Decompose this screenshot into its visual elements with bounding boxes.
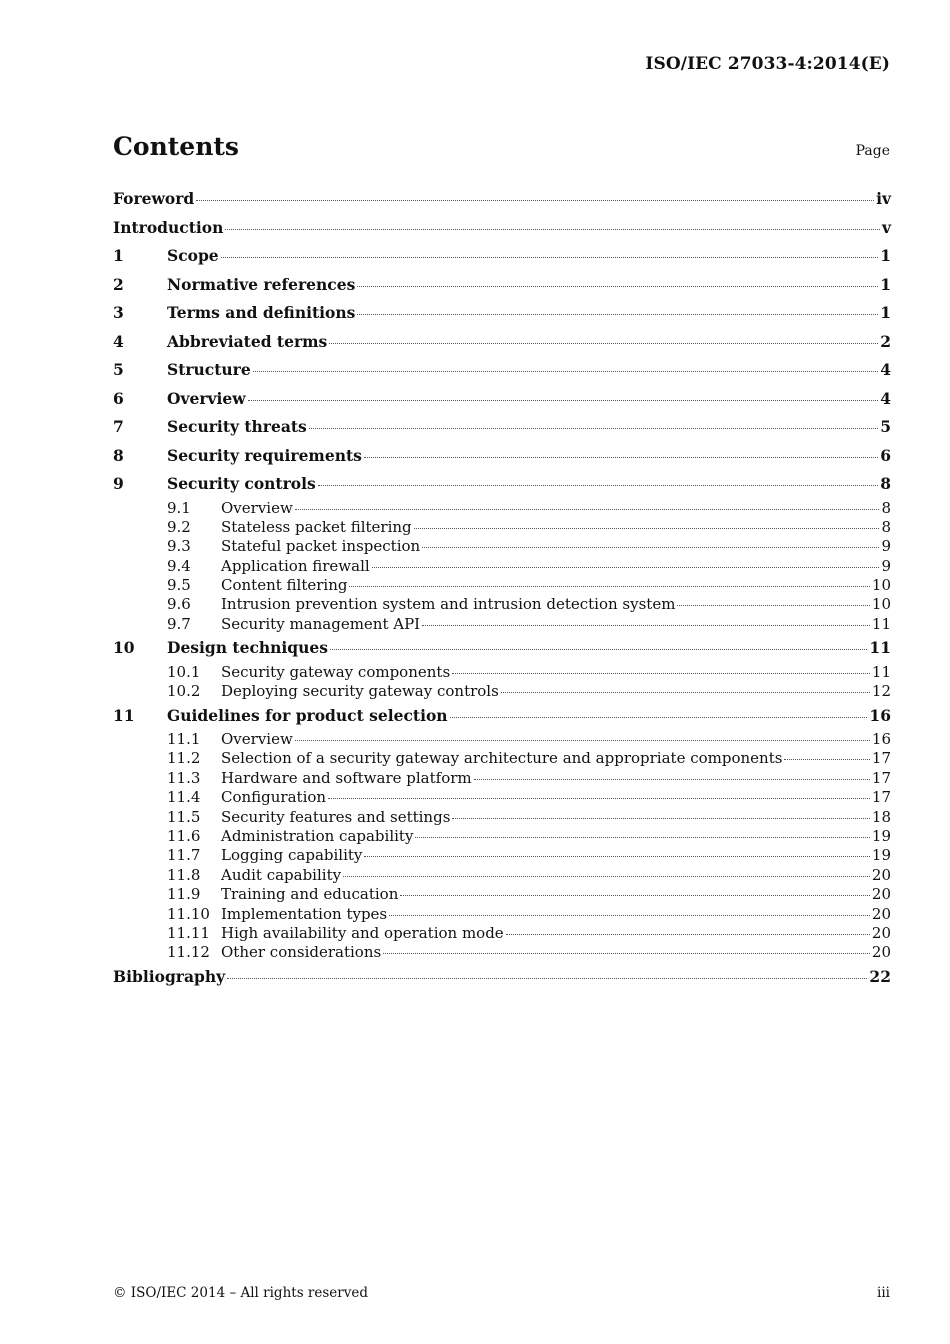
page-title: Contents	[113, 132, 240, 161]
toc-entry-page: 16	[869, 705, 891, 725]
toc-entry-title: Configuration	[221, 788, 327, 807]
toc-entry-number: 11.7	[167, 846, 201, 865]
toc-entry-page: 4	[880, 360, 891, 379]
toc-entry-title: Training and education	[221, 885, 399, 904]
toc-entry-title: Introduction	[113, 217, 224, 237]
toc-entry-title: Selection of a security gateway architecture and appropriate components	[221, 749, 783, 768]
toc-entry-title: Stateless packet filtering	[221, 517, 412, 536]
toc-dot-leader	[364, 457, 878, 458]
toc-entry[interactable]	[113, 557, 891, 576]
toc-entry-number: 11.12	[167, 943, 210, 962]
toc-entry[interactable]	[113, 788, 891, 807]
toc-entry-title: Administration capability	[221, 826, 414, 845]
toc-dot-leader	[383, 953, 870, 954]
toc-entry[interactable]	[113, 905, 891, 924]
toc-entry[interactable]	[113, 885, 891, 904]
toc-dot-leader	[422, 547, 879, 548]
toc-entry-title: High availability and operation mode	[221, 923, 504, 942]
toc-entry[interactable]	[113, 356, 891, 385]
toc-entry-page: 22	[869, 966, 891, 986]
toc-dot-leader	[225, 229, 880, 230]
toc-entry-number: 11.4	[167, 788, 201, 807]
toc-entry-title: Implementation types	[221, 904, 388, 923]
toc-dot-leader	[248, 400, 879, 401]
toc-entry[interactable]	[113, 663, 891, 682]
toc-entry-page: v	[881, 217, 891, 237]
toc-entry[interactable]	[113, 242, 891, 271]
toc-entry[interactable]	[113, 576, 891, 595]
toc-dot-leader	[253, 371, 879, 372]
toc-entry[interactable]	[113, 769, 891, 788]
toc-entry[interactable]	[113, 963, 891, 992]
toc-entry-title: Intrusion prevention system and intrusion detection system	[221, 595, 676, 614]
toc-entry-number: 11.11	[167, 923, 210, 942]
toc-dot-leader	[328, 798, 870, 799]
toc-entry-page: 16	[871, 730, 891, 749]
toc-dot-leader	[452, 673, 870, 674]
toc-entry[interactable]	[113, 518, 891, 537]
toc-entry[interactable]	[113, 328, 891, 357]
copyright-footer: © ISO/IEC 2014 – All rights reserved	[113, 1285, 368, 1301]
toc-dot-leader	[506, 934, 870, 935]
toc-dot-leader	[784, 759, 869, 760]
toc-entry[interactable]	[113, 385, 891, 414]
toc-entry-page: 11	[869, 638, 891, 658]
toc-entry-page: 10	[871, 595, 891, 614]
toc-entry[interactable]	[113, 214, 891, 243]
toc-entry-page: 2	[880, 331, 891, 351]
page-column-label: Page	[855, 143, 890, 159]
toc-entry-title: Content filtering	[221, 576, 348, 595]
toc-dot-leader	[400, 895, 870, 896]
toc-entry-number: 11.3	[167, 768, 201, 787]
toc-entry-title: Overview	[167, 388, 246, 408]
toc-entry-page: 6	[880, 445, 891, 465]
toc-entry-page: 8	[881, 498, 891, 517]
toc-entry-page: 20	[871, 865, 891, 884]
toc-entry[interactable]	[113, 827, 891, 846]
toc-dot-leader	[196, 200, 874, 201]
toc-entry-title: Security threats	[167, 417, 307, 436]
toc-entry-number: 5	[113, 360, 124, 379]
toc-dot-leader	[357, 314, 878, 315]
toc-entry-number: 11.1	[167, 730, 201, 749]
toc-entry-title: Audit capability	[221, 865, 342, 884]
toc-entry-title: Security management API	[221, 614, 421, 633]
toc-entry-title: Normative references	[167, 274, 356, 294]
toc-entry-page: 20	[871, 904, 891, 923]
toc-entry-number: 9.2	[167, 517, 191, 536]
toc-dot-leader	[422, 625, 870, 626]
toc-entry-page: iv	[876, 189, 891, 208]
toc-dot-leader	[221, 257, 879, 258]
toc-entry-title: Stateful packet inspection	[221, 537, 421, 556]
page-number: iii	[877, 1285, 890, 1301]
toc-dot-leader	[349, 586, 869, 587]
toc-entry-number: 11.2	[167, 749, 201, 768]
toc-entry-page: 17	[871, 749, 891, 768]
toc-entry[interactable]	[113, 924, 891, 943]
toc-entry[interactable]	[113, 808, 891, 827]
toc-entry-title: Guidelines for product selection	[167, 705, 448, 725]
toc-entry-number: 9.7	[167, 614, 191, 633]
toc-dot-leader	[452, 818, 870, 819]
toc-entry-number: 1	[113, 246, 124, 265]
toc-entry[interactable]	[113, 943, 891, 962]
toc-entry-page: 12	[871, 682, 891, 701]
toc-entry-number: 4	[113, 331, 124, 351]
toc-entry-number: 9.1	[167, 498, 191, 517]
toc-entry-page: 18	[871, 807, 891, 826]
toc-entry-title: Foreword	[113, 189, 195, 208]
toc-dot-leader	[501, 692, 870, 693]
toc-entry[interactable]	[113, 846, 891, 865]
toc-entry-title: Application firewall	[221, 556, 370, 575]
toc-entry-title: Security requirements	[167, 445, 362, 465]
toc-entry-title: Bibliography	[113, 966, 226, 986]
toc-entry-title: Overview	[221, 498, 293, 517]
toc-dot-leader	[330, 649, 867, 650]
toc-entry-number: 9.4	[167, 556, 191, 575]
toc-entry-page: 19	[871, 846, 891, 865]
toc-entry-page: 10	[871, 576, 891, 595]
toc-dot-leader	[415, 837, 869, 838]
toc-entry-number: 11.10	[167, 904, 210, 923]
toc-entry-number: 10	[113, 638, 135, 658]
toc-dot-leader	[450, 717, 868, 718]
toc-entry[interactable]	[113, 615, 891, 634]
toc-entry-title: Other considerations	[221, 943, 382, 962]
toc-entry-page: 8	[881, 517, 891, 536]
toc-entry-title: Overview	[221, 730, 293, 749]
toc-dot-leader	[343, 876, 870, 877]
toc-entry-title: Logging capability	[221, 846, 363, 865]
toc-entry-number: 9.3	[167, 537, 191, 556]
toc-entry-title: Hardware and software platform	[221, 768, 472, 787]
toc-entry[interactable]	[113, 634, 891, 663]
toc-entry-title: Scope	[167, 246, 219, 265]
toc-dot-leader	[295, 740, 870, 741]
toc-dot-leader	[474, 779, 870, 780]
toc-entry-number: 7	[113, 417, 124, 436]
toc-entry[interactable]	[113, 537, 891, 556]
toc-dot-leader	[677, 605, 869, 606]
toc-entry[interactable]	[113, 866, 891, 885]
toc-entry[interactable]	[113, 682, 891, 701]
toc-entry-number: 3	[113, 303, 124, 322]
toc-entry-page: 9	[881, 556, 891, 575]
toc-entry[interactable]	[113, 499, 891, 518]
toc-entry-number: 9.5	[167, 576, 191, 595]
toc-entry[interactable]	[113, 442, 891, 471]
toc-entry-number: 10.2	[167, 682, 201, 701]
toc-entry-number: 8	[113, 445, 124, 465]
toc-entry-page: 8	[880, 474, 891, 493]
toc-dot-leader	[364, 856, 869, 857]
toc-entry-title: Security controls	[167, 474, 316, 493]
toc-dot-leader	[389, 915, 870, 916]
toc-entry[interactable]	[113, 413, 891, 442]
toc-entry-number: 11.5	[167, 807, 201, 826]
toc-dot-leader	[372, 567, 880, 568]
toc-entry-page: 17	[871, 768, 891, 787]
toc-entry-number: 9	[113, 474, 124, 493]
toc-entry-page: 5	[880, 417, 891, 436]
toc-dot-leader	[309, 428, 878, 429]
toc-dot-leader	[329, 343, 878, 344]
toc-entry-page: 9	[881, 537, 891, 556]
toc-entry-title: Security gateway components	[221, 662, 451, 681]
toc-entry-page: 20	[871, 885, 891, 904]
toc-entry-number: 6	[113, 388, 124, 408]
toc-entry-title: Deploying security gateway controls	[221, 682, 499, 701]
toc-entry-page: 1	[880, 274, 891, 294]
toc-entry[interactable]	[113, 730, 891, 749]
toc-entry[interactable]	[113, 702, 891, 731]
toc-entry-page: 1	[880, 246, 891, 265]
toc-entry-number: 11.9	[167, 885, 201, 904]
toc-dot-leader	[227, 978, 867, 979]
toc-entry-number: 9.6	[167, 595, 191, 614]
toc-entry-number: 2	[113, 274, 124, 294]
toc-dot-leader	[414, 528, 880, 529]
toc-entry-number: 11	[113, 705, 135, 725]
toc-entry[interactable]	[113, 185, 891, 214]
toc-entry-page: 20	[871, 943, 891, 962]
toc-entry[interactable]	[113, 299, 891, 328]
toc-entry-number: 11.6	[167, 826, 201, 845]
toc-entry-page: 17	[871, 788, 891, 807]
toc-dot-leader	[318, 485, 879, 486]
toc-entry-page: 19	[871, 826, 891, 845]
toc-dot-leader	[295, 509, 880, 510]
toc-dot-leader	[357, 286, 878, 287]
toc-entry-page: 11	[871, 614, 891, 633]
toc-entry[interactable]	[113, 470, 891, 499]
toc-entry-title: Abbreviated terms	[167, 331, 328, 351]
toc-entry-page: 1	[880, 303, 891, 322]
toc-entry[interactable]	[113, 749, 891, 768]
toc-entry[interactable]	[113, 271, 891, 300]
toc-entry-number: 11.8	[167, 865, 201, 884]
document-id: ISO/IEC 27033-4:2014(E)	[645, 54, 890, 74]
toc-entry-title: Security features and settings	[221, 807, 451, 826]
toc-entry-number: 10.1	[167, 662, 201, 681]
table-of-contents	[113, 185, 891, 991]
toc-entry[interactable]	[113, 595, 891, 614]
toc-entry-page: 11	[871, 662, 891, 681]
toc-entry-page: 20	[871, 923, 891, 942]
toc-entry-title: Terms and definitions	[167, 303, 356, 322]
toc-entry-title: Design techniques	[167, 638, 329, 658]
toc-entry-title: Structure	[167, 360, 251, 379]
toc-entry-page: 4	[880, 388, 891, 408]
